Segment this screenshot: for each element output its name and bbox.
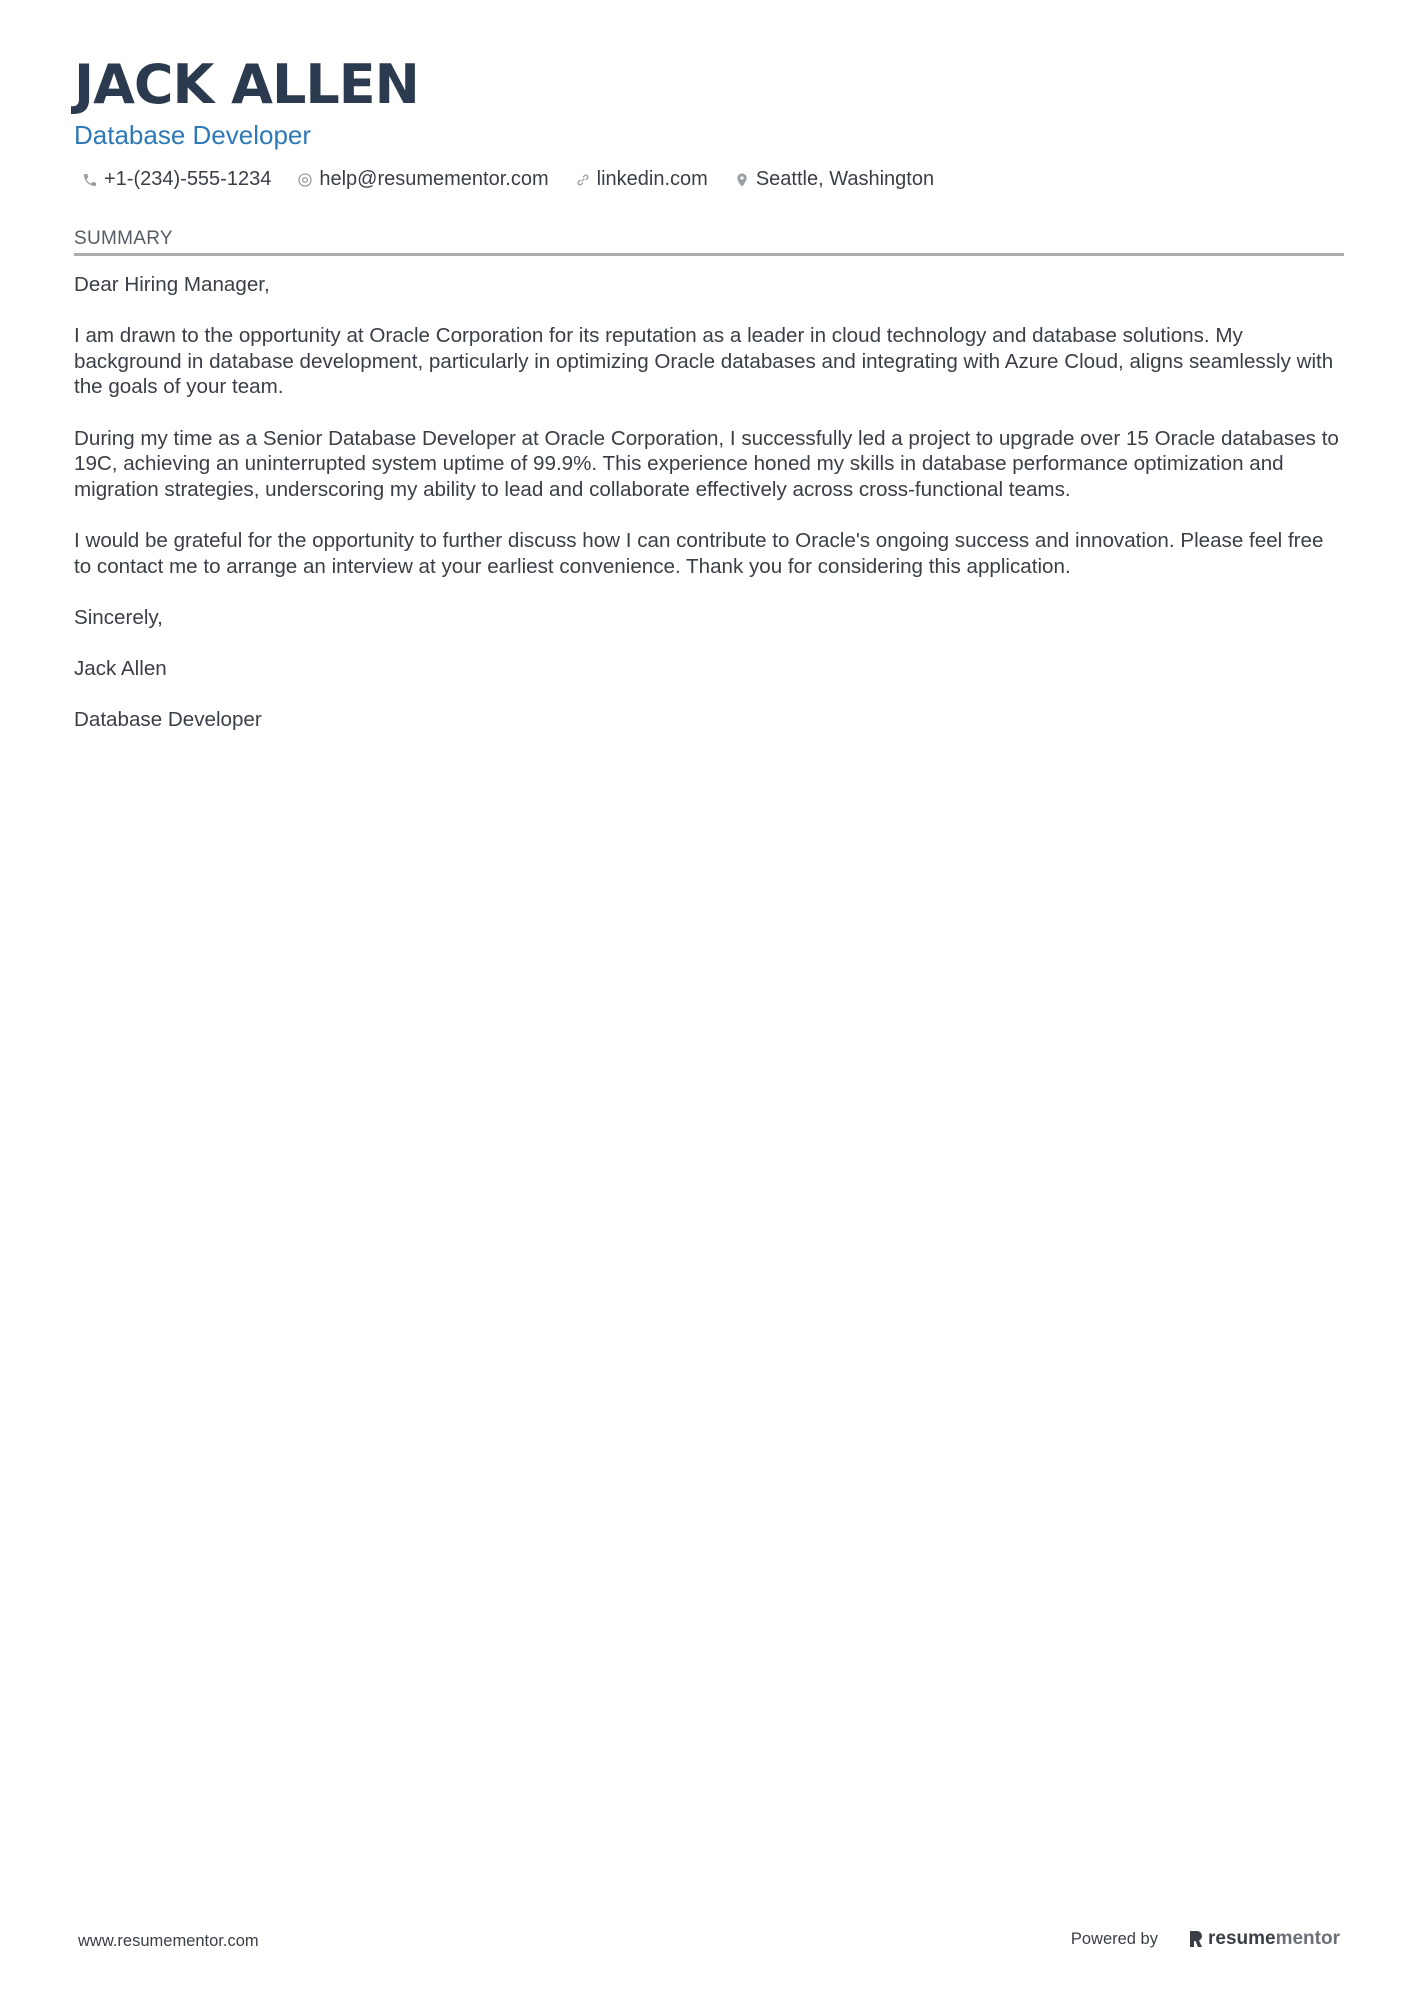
cover-letter-body bbox=[74, 272, 1344, 758]
footer-branding bbox=[1071, 1928, 1340, 1950]
phone-icon bbox=[82, 172, 98, 188]
contact-bar bbox=[82, 168, 960, 191]
footer-website[interactable]: www.resumementor.com bbox=[78, 1932, 259, 1950]
email-text: help@resumementor.com bbox=[319, 168, 549, 190]
signature-name: Jack Allen bbox=[74, 656, 167, 680]
contact-linkedin[interactable] bbox=[575, 168, 708, 191]
section-divider bbox=[74, 253, 1344, 256]
powered-by-label: Powered by bbox=[1070, 1929, 1158, 1948]
brand-name-part2: mentor bbox=[1275, 1928, 1340, 1949]
letter-greeting: Dear Hiring Manager, bbox=[74, 273, 270, 296]
contact-email[interactable] bbox=[297, 168, 548, 191]
letter-paragraph-2: During my time as a Senior Database Developer at Oracle Corporation, I successfully led a project to upgrade over 15 Oracle databases to 19C, achieving an uninterrupted system uptime of 99.9%. This experience honed my skills in database performance optimization and migration strategies, underscoring my ability to lead and collaborate effectively across cross-functional teams. bbox=[74, 426, 1339, 501]
letter-paragraph-3: I would be grateful for the opportunity to further discuss how I can contribute to Oracle's ongoing success and innovation. Please feel free to contact me to arrange an interview at your earliest convenience. Thank you for considering this application. bbox=[74, 528, 1324, 578]
brand-logo[interactable] bbox=[1188, 1928, 1340, 1950]
contact-location bbox=[734, 168, 934, 191]
signature-title: Database Developer bbox=[74, 708, 262, 732]
letter-closing: Sincerely, bbox=[74, 605, 163, 629]
linkedin-text: linkedin.com bbox=[596, 168, 708, 190]
contact-phone[interactable] bbox=[82, 168, 271, 191]
link-icon bbox=[575, 172, 591, 188]
letter-paragraph-1: I am drawn to the opportunity at Oracle Corporation for its reputation as a leader in cloud technology and database solutions. My background in database development, particularly in optimizing Oracle databases and integrating with Azure Cloud, aligns seamlessly with the goals of your team. bbox=[74, 324, 1334, 399]
section-title-summary: SUMMARY bbox=[74, 228, 173, 249]
location-text: Seattle, Washington bbox=[755, 168, 935, 190]
candidate-name: JACK ALLEN bbox=[74, 53, 419, 116]
phone-text: +1-(234)-555-1234 bbox=[104, 168, 272, 190]
resumementor-logo-icon bbox=[1188, 1929, 1204, 1949]
brand-name-part1: resume bbox=[1207, 1928, 1276, 1949]
at-icon bbox=[297, 172, 313, 188]
job-title: Database Developer bbox=[74, 120, 312, 150]
location-pin-icon bbox=[734, 172, 750, 188]
